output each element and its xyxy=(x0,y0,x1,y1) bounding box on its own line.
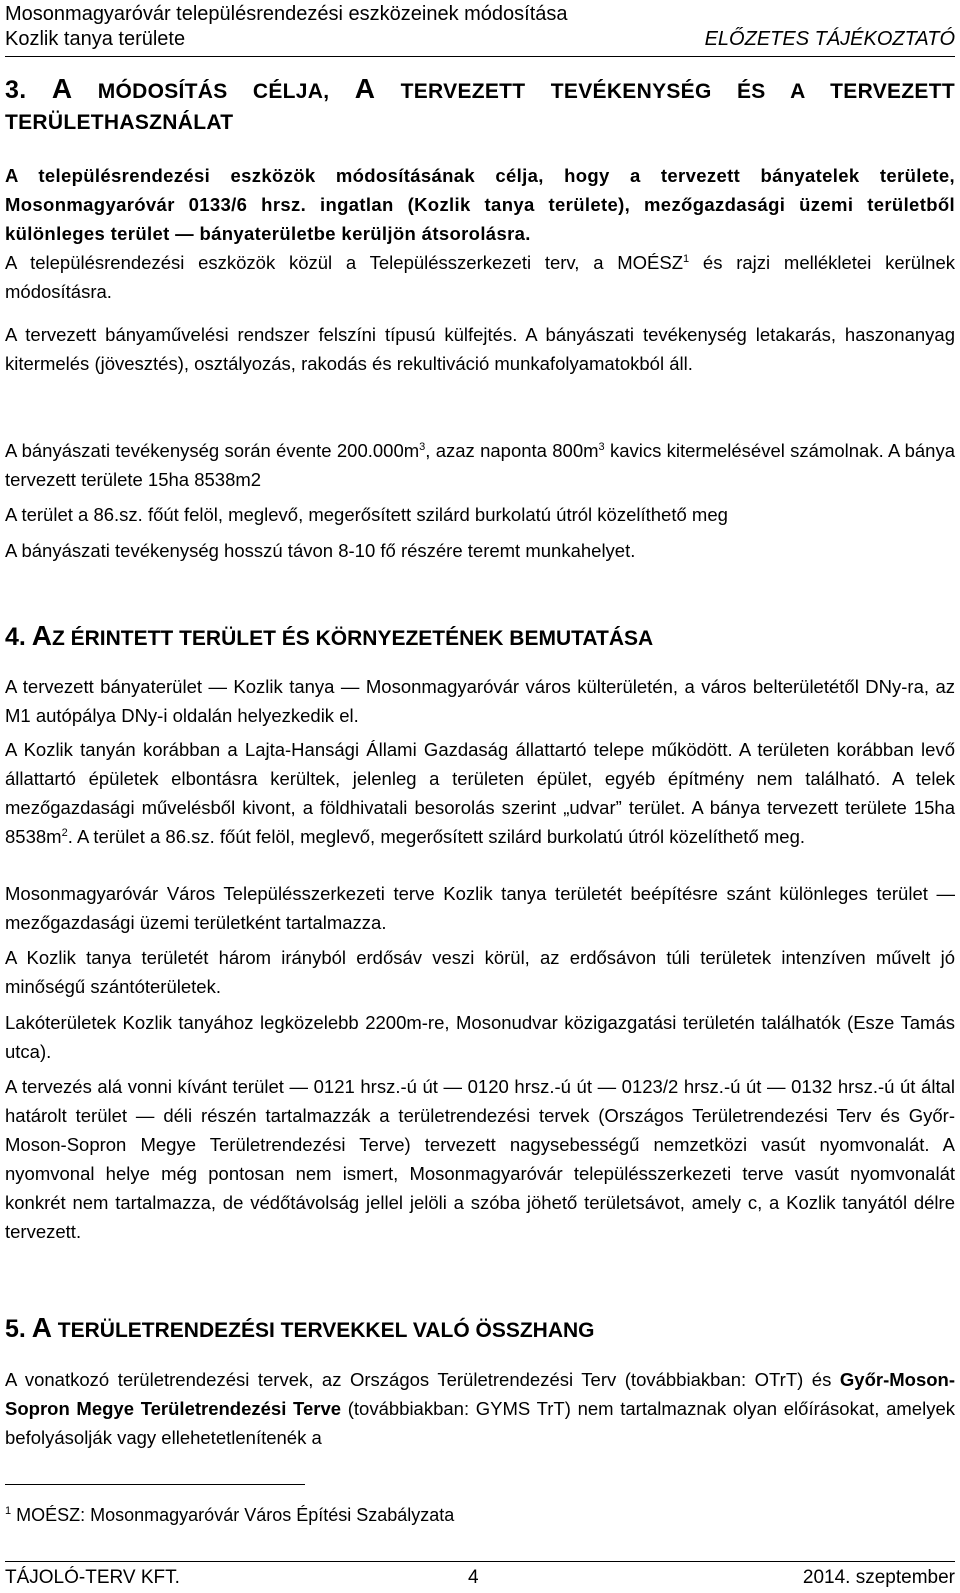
page-number: 4 xyxy=(468,1567,479,1588)
header-area: Kozlik tanya területe xyxy=(5,28,186,50)
footnote-number: 1 xyxy=(5,1505,12,1517)
header-doc-type: ELŐZETES TÁJÉKOZTATÓ xyxy=(704,28,955,50)
section-4-paragraph-6: A tervezés alá vonni kívánt terület — 0121 hrsz.-ú út — 0120 hrsz.-ú út — 0123/2 hrsz.-ú út — 0132 hrsz.-ú út által határolt terület — déli részén tartalmazzák a területrendezési tervek (Országos Területrendezési Terv és Győr-Moson-Sopron Megye Területrendezési Terve) tervezett nagysebességű nemzetközi vasút nyomvonalát. A nyomvonal helye még pontosan nem ismert, Mosonmagyaróvár településszerkezeti terve vasút nyomvonalát konkrét nem tartalmazza, de védőtávolság jellel jelöli a szóba jöhető területsávot, amely c, a Kozlik tanyától délre tervezett. xyxy=(5,1076,955,1242)
section-3-heading: 3. A MÓDOSÍTÁS CÉLJA, A TERVEZETT TEVÉKENYSÉG ÉS A TERVEZETT TERÜLETHASZNÁLAT xyxy=(5,73,955,134)
header-doc-title: Mosonmagyaróvár településrendezési eszközeinek módosítása xyxy=(5,3,568,25)
section-4-paragraph-3: Mosonmagyaróvár Város Településszerkezeti terve Kozlik tanya területét beépítésre szánt különleges terület — mezőgazdasági üzemi területként tartalmazza. xyxy=(5,883,955,933)
section-5-paragraph-1: A vonatkozó területrendezési tervek, az Országos Területrendezési Terv (továbbiakban: OTrT) és Győr-Moson-Sopron Megye Területrendezési Terve (továbbiakban: GYMS TrT) nem tartalmaznak olyan előírásokat, amelyek befolyásolják vagy ellehetetlenítenék a xyxy=(5,1369,955,1448)
section-4-paragraph-2: A Kozlik tanyán korábban a Lajta-Hansági Állami Gazdaság állattartó telepe működött. A területen korábban levő állattartó épületek elbontásra kerültek, jelenleg a területen épület, egyéb építmény nem található. A telek mezőgazdasági művelésből kivont, a földhivatali besorolás szerint „udvar” terület. A bánya tervezett területe 15ha $8538m^2$. A terület a 86.sz. főút felöl, meglevő, megerősített szilárd burkolatú útról közelíthető meg. xyxy=(5,739,955,847)
section-4-paragraph-4: A Kozlik tanya területét három irányból erdősáv veszi körül, az erdősávon túli területek intenzíven művelt jó minőségű szántóterületek. xyxy=(5,947,955,997)
section-3-paragraph-2: A településrendezési eszközök közül a Településszerkezeti terv, a MOÉSZ$^1$ és rajzi mellékletei kerülnek módosításra. xyxy=(5,252,955,302)
section-3-paragraph-5: A terület a 86.sz. főút felöl, meglevő, megerősített szilárd burkolatú útról közelíthető meg xyxy=(5,504,728,525)
footer-divider xyxy=(5,1561,955,1562)
footer-company: TÁJOLÓ-TERV KFT. xyxy=(5,1567,180,1588)
header-divider xyxy=(5,56,955,57)
footnote-divider xyxy=(5,1484,305,1485)
page-header xyxy=(5,2,955,52)
section-4-paragraph-1: A tervezett bányaterület — Kozlik tanya — Mosonmagyaróvár város külterületén, a város belterületétől DNy-ra, az M1 autópálya DNy-i oldalán helyezkedik el. xyxy=(5,676,955,726)
footnote xyxy=(5,1502,955,1528)
section-4-paragraph-5: Lakóterületek Kozlik tanyához legközelebb 2200m-re, Mosonudvar közigazgatási területén találhatók (Esze Tamás utca). xyxy=(5,1012,955,1062)
footer-date: 2014. szeptember xyxy=(802,1567,955,1588)
section-5-heading: 5. A TERÜLETRENDEZÉSI TERVEKKEL VALÓ ÖSSZHANG xyxy=(5,1312,595,1343)
footnote-text: MOÉSZ: Mosonmagyaróvár Város Építési Szabályzata xyxy=(11,1505,455,1525)
section-3-paragraph-6: A bányászati tevékenység hosszú távon 8-10 fő részére teremt munkahelyet. xyxy=(5,540,636,561)
section-3-paragraph-1: A településrendezési eszközök módosításának célja, hogy a tervezett bányatelek területe, Mosonmagyaróvár 0133/6 hrsz. ingatlan (Kozlik tanya területe), mezőgazdasági üzemi területből különleges terület — bányaterületbe kerüljön átsorolásra. xyxy=(5,165,955,244)
section-3-paragraph-4: A bányászati tevékenység során évente $200.000m^3$, azaz naponta $800m^3$ kavics kitermelésével számolnak. A bánya tervezett területe 15ha 8538m2 xyxy=(5,440,955,490)
section-4-heading: 4. AZ ÉRINTETT TERÜLET ÉS KÖRNYEZETÉNEK BEMUTATÁSA xyxy=(5,620,654,651)
section-3-paragraph-3: A tervezett bányaművelési rendszer felszíni típusú külfejtés. A bányászati tevékenység letakarás, haszonanyag kitermelés (jövesztés), osztályozás, rakodás és rekultiváció munkafolyamatokból áll. xyxy=(5,324,955,374)
